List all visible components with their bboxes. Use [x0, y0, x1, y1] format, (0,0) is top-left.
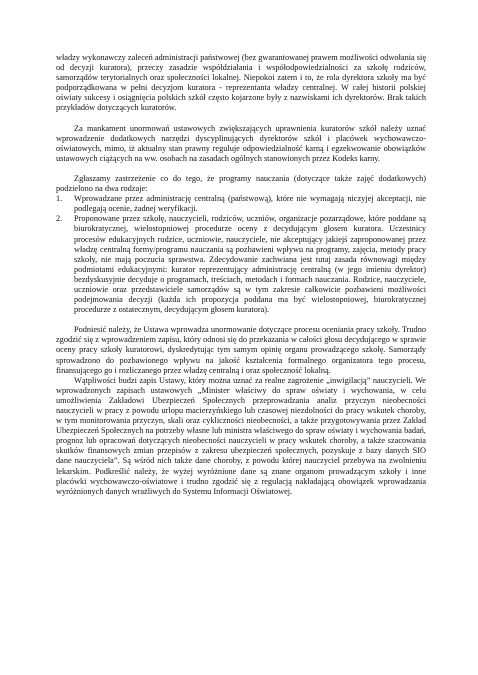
list-item-text: Proponowane przez szkołę, nauczycieli, rodziców, uczniów, organizacje pozarządowe, które poddane są biurokratycznej, wielostopniowej procedurze oceny z decydującym głosem kuratora. Uczestnicy procesów edukacyjnych rodzice, uczniowie, nauczyciele, nie akceptujący jakiejś zaproponowanej przez władzę centralną formy/programu nauczania są pozbawieni wpływu na programy, zajęcia, metody pracy szkoły, nie mają poczucia sprawstwa. Zdecydowanie zachwiana jest tutaj zasada równowagi między podmiotami edukacyjnymi: kurator reprezentujący administrację centralną (w jego imieniu dyrektor) bezdyskusyjnie decyduje o programach, treściach, metodach i formach nauczania. Rodzice, nauczyciele, uczniowie oraz przedstawiciele samorządów są w tym zakresie całkowicie pozbawieni możliwości podejmowania decyzji (każda ich propozycja poddana ma być wielostopniowej, biurokratycznej procedurze z ostatecznym, decydującym głosem kuratora).: [74, 214, 426, 315]
paragraph-3: Zgłaszamy zastrzeżenie co do tego, że programy nauczania (dotyczące także zajęć dodatkowych) podzielono na dwa rodzaje:: [56, 173, 426, 194]
paragraph-4: Podniesić należy, że Ustawa wprowadza unormowanie dotyczące procesu oceniania pracy szkoły. Trudno zgodzić się z wprowadzeniem zapisu, który odnosi się do przekazania w całości głosu decydującego w sprawie oceny pracy szkoły kuratorowi, dyskredytując tym samym opinię organu prowadzącego szkołę. Samorządy sprowadzono do pozbawionego wpływu na jakość kształcenia formalnego organizatora tego procesu, finansującego go i rozliczanego przez władzę centralną i oraz społeczność lokalną.: [56, 325, 426, 375]
list-number: 1.: [56, 194, 63, 204]
list-item-2: [56, 214, 426, 315]
paragraph-5: Wątpliwości budzi zapis Ustawy, który można uznać za realne zagrożenie „inwigilacją” nauczycieli. We wprowadzonych zapisach ustawowych „Minister właściwy do spraw oświaty i wychowania, w celu umożliwienia Zakładowi Ubezpieczeń Społecznych przeprowadzania analiz przyczyn nieobecności nauczycieli w pracy z powodu urlopu macierzyńskiego lub czasowej niezdolności do pracy wskutek choroby, w tym monitorowania przyczyn, skali oraz cykliczności nieobecności, a także przygotowywania przez Zakład Ubezpieczeń Społecznych na potrzeby własne lub ministra właściwego do spraw oświaty i wychowania badań, prognoz lub opracowań dotyczących nieobecności nauczycieli w pracy wskutek choroby, a także szacowania skutków finansowych zmian przepisów z zakresu ubezpieczeń społecznych, pozyskuje z bazy danych SIO dane nauczyciela”. Są wśród nich także dane choroby, z powodu której nauczyciel przebywa na zwolnieniu lekarskim. Podkreślić należy, że wyżej wyróżnione dane są znane organom prowadzącym szkoły i inne placówki wychowawczo-oświatowe i trudno zgodzić się z regulacją nakładającą obowiązek wprowadzania wyróżnionych danych wrażliwych do Systemu Informacji Oświatowej.: [56, 375, 426, 496]
list-item-text: Wprowadzane przez administrację centralną (państwową), które nie wymagają niczyjej akceptacji, nie podlegają ocenie, żadnej weryfikacji.: [74, 194, 426, 214]
paragraph-1: władzy wykonawczy zaleceń administracji państwowej (bez gwarantowanej prawem możliwości odwołania się od decyzji kuratora), przeczy zasadzie współdziałania i współodpowiedzialności za szkołę rodziców, samorządów terytorialnych oraz społeczności lokalnej. Niepokoi zatem i to, że rola dyrektora szkoły ma być podporządkowana w pełni decyzjom kuratora - reprezentanta władzy centralnej. W całej historii polskiej oświaty sukcesy i osiągnięcia polskich szkół często kojarzone były z nazwiskami ich dyrektorów. Brak takich przykładów dotyczących kuratorów.: [56, 53, 426, 113]
list-item-1: [56, 194, 426, 214]
program-types-list: [56, 194, 426, 315]
list-number: 2.: [56, 214, 63, 224]
paragraph-2: Za mankament unormowań ustawowych zwiększających uprawnienia kuratorów szkół należy uznać wprowadzenie dodatkowych narzędzi dyscyplinujących dyrektorów szkół i placówek wychowawczo-oświatowych, mimo, iż aktualny stan prawny reguluje odpowiedzialność karną i egzekwowanie obowiązków ustawowych ciążących na ww. osobach na zasadach ogólnych stanowionych przez Kodeks karny.: [56, 123, 426, 163]
